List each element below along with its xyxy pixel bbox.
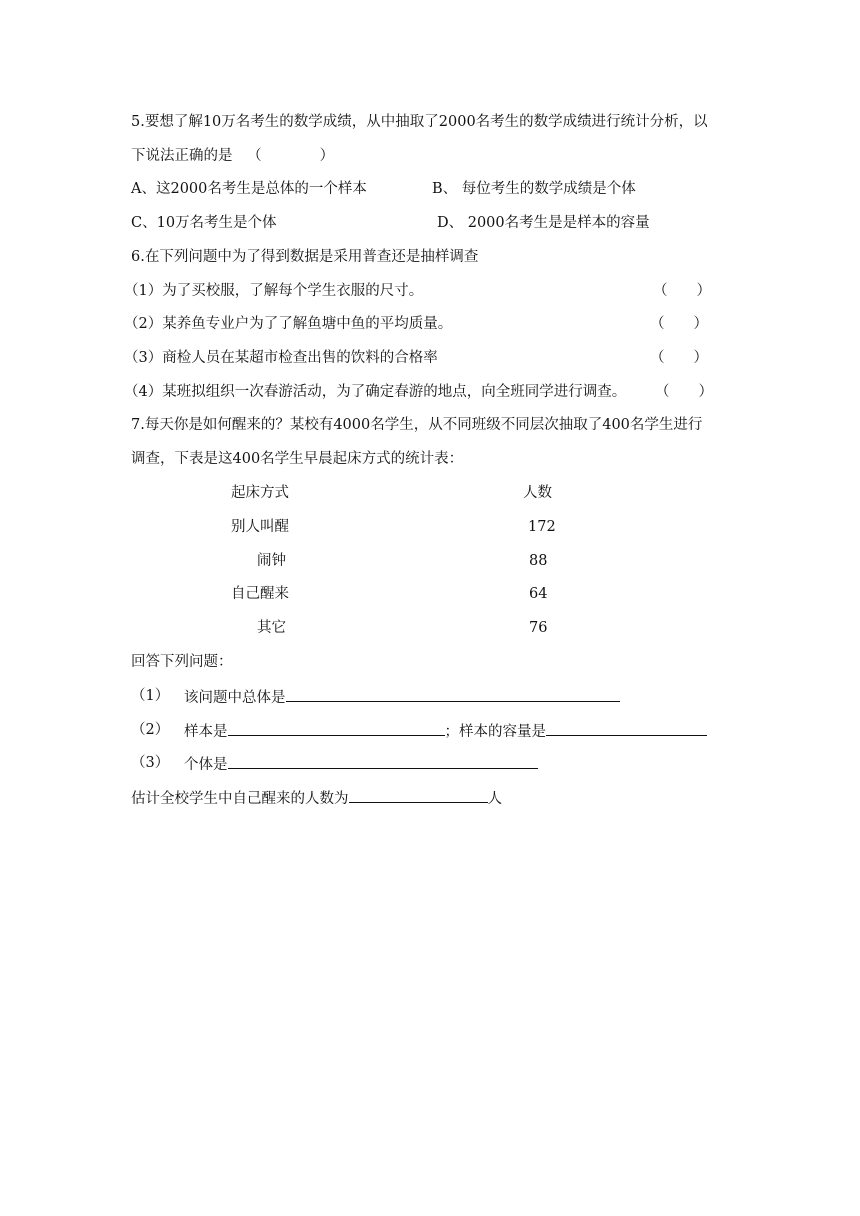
q7-line2: 调查，下表是这400名学生早晨起床方式的统计表： [131,451,464,467]
sub3-row [184,753,538,775]
sub1-text: 该问题中总体是 [184,690,286,706]
sub2-text: 样本是 [184,724,228,740]
q6-item-2-paren: （ ） [650,316,708,332]
sub1-row [184,686,620,708]
table-header-method: 起床方式 [231,485,289,501]
sub2-mid-text: ；样本的容量是 [444,724,546,740]
q5-option-c: C、10万名考生是个体 [131,215,277,231]
table-cell-method: 自己醒来 [231,586,289,602]
table-cell-method: 其它 [257,620,286,636]
q6-item-4-paren: （ ） [655,384,713,400]
table-cell-method: 别人叫醒 [231,519,289,535]
q5-line2-text: 下说法正确的是 [131,148,233,164]
q6-item-1: （1）为了买校服，了解每个学生衣服的尺寸。 [124,283,424,299]
q6-item-2: （2）某养鱼专业户为了了解鱼塘中鱼的平均质量。 [124,316,453,332]
q5-option-a: A、这2000名考生是总体的一个样本 [131,181,367,197]
q6-item-4: （4）某班拟组织一次春游活动，为了确定春游的地点，向全班同学进行调查。 [124,384,627,400]
q6-stem: 6.在下列问题中为了得到数据是采用普查还是抽样调查 [131,249,479,265]
estimate-row [131,787,502,809]
sub2-sample-blank[interactable] [228,720,445,736]
q5-option-b: B、 每位考生的数学成绩是个体 [432,181,636,197]
table-cell-count: 172 [528,519,556,535]
table-cell-count: 88 [529,553,548,569]
sub3-text: 个体是 [184,757,228,773]
table-cell-count: 76 [529,620,548,636]
table-cell-method: 闹钟 [257,553,286,569]
q5-line2 [131,146,334,166]
sub2-row [184,720,707,742]
table-cell-count: 64 [529,586,548,602]
q5-answer-paren: （ ） [247,148,335,164]
estimate-text: 估计全校学生中自己醒来的人数为 [131,791,349,807]
table-header-count: 人数 [523,485,552,501]
q6-item-1-paren: （ ） [653,283,711,299]
sub3-answer-blank[interactable] [228,753,538,769]
q5-option-d: D、 2000名考生是是样本的容量 [437,215,650,231]
sub3-number: （3） [131,755,170,771]
sub1-number: （1） [131,688,170,704]
estimate-unit: 人 [487,791,502,807]
q5-line1: 5.要想了解10万名考生的数学成绩，从中抽取了2000名考生的数学成绩进行统计分析，以 [131,114,708,130]
sub1-answer-blank[interactable] [286,686,620,702]
q6-item-3-paren: （ ） [650,350,708,366]
q7-line1: 7.每天你是如何醒来的？某校有4000名学生，从不同班级不同层次抽取了400名学生进行 [131,417,703,433]
q6-item-3: （3）商检人员在某超市检查出售的饮料的合格率 [124,350,438,366]
answer-prompt: 回答下列问题： [131,654,233,670]
sub2-capacity-blank[interactable] [546,720,707,736]
estimate-answer-blank[interactable] [349,787,488,803]
sub2-number: （2） [131,722,170,738]
